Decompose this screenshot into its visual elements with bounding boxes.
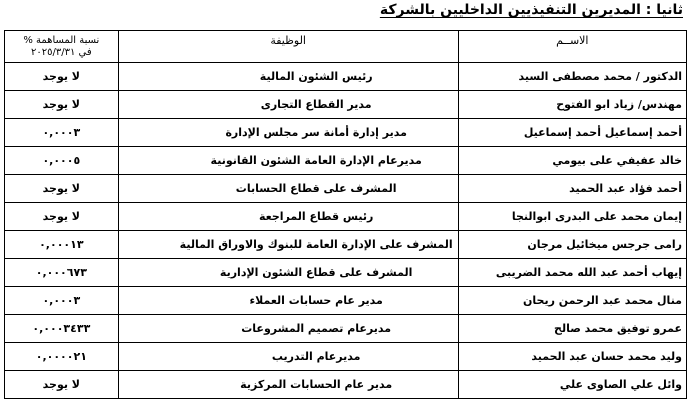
cell-percentage: ٠,٠٠٠٥ [5, 147, 119, 175]
cell-percentage: ٠,٠٠٠١٣ [5, 231, 119, 259]
cell-percentage: لا يوجد [5, 203, 119, 231]
table-row [5, 371, 687, 399]
cell-percentage: لا يوجد [5, 371, 119, 399]
table-row [5, 343, 687, 371]
cell-percentage: لا يوجد [5, 91, 119, 119]
cell-percentage: ٠,٠٠٠٣ [5, 119, 119, 147]
table-row [5, 315, 687, 343]
table-row [5, 287, 687, 315]
cell-job: المشرف على الإدارة العامة للبنوك والاوراق المالية [118, 231, 458, 259]
cell-name: إيهاب أحمد عبد الله محمد الضريبى [458, 259, 686, 287]
cell-job: مدير عام حسابات العملاء [118, 287, 458, 315]
cell-job: المشرف على قطاع الحسابات [118, 175, 458, 203]
cell-name: مهندس/ زياد ابو الفتوح [458, 91, 686, 119]
cell-percentage: ٠,٠٠٠٦٧٣ [5, 259, 119, 287]
table-row [5, 91, 687, 119]
cell-name: وائل علي الصاوى علي [458, 371, 686, 399]
table-row [5, 175, 687, 203]
cell-name: أحمد إسماعيل أحمد إسماعيل [458, 119, 686, 147]
table-row [5, 147, 687, 175]
cell-job: مدير القطاع التجارى [118, 91, 458, 119]
table-row [5, 203, 687, 231]
cell-name: أحمد فؤاد عبد الحميد [458, 175, 686, 203]
cell-job: المشرف على قطاع الشئون الإدارية [118, 259, 458, 287]
table-row [5, 63, 687, 91]
cell-name: رامى جرجس ميخائيل مرجان [458, 231, 686, 259]
cell-job: رئيس قطاع المراجعة [118, 203, 458, 231]
table-row [5, 259, 687, 287]
cell-name: الدكتور / محمد مصطفى السيد [458, 63, 686, 91]
header-percentage [5, 31, 119, 63]
section-title: ثانيا : المديرين التنفيذيين الداخليين بالشركة [379, 2, 683, 18]
header-percentage-line2: في ٢٠٢٥/٣/٣١ [31, 46, 92, 58]
cell-name: إيمان محمد على البدرى ابوالنجا [458, 203, 686, 231]
table-row [5, 119, 687, 147]
header-percentage-line1: نسبة المساهمة % [23, 34, 100, 46]
cell-job: رئيس الشئون المالية [118, 63, 458, 91]
table-row [5, 231, 687, 259]
cell-percentage: ٠,٠٠٠٣٤٣٣ [5, 315, 119, 343]
cell-percentage: لا يوجد [5, 175, 119, 203]
table-header-row [5, 31, 687, 63]
cell-job: مدير عام الحسابات المركزية [118, 371, 458, 399]
cell-percentage: ٠,٠٠٠٣ [5, 287, 119, 315]
cell-job: مديرعام تصميم المشروعات [118, 315, 458, 343]
cell-name: وليد محمد حسان عبد الحميد [458, 343, 686, 371]
header-job: الوظيفة [118, 31, 458, 63]
cell-job: مديرعام التدريب [118, 343, 458, 371]
executives-table [4, 30, 687, 399]
cell-name: منال محمد عبد الرحمن ريحان [458, 287, 686, 315]
header-name: الاســم [458, 31, 686, 63]
cell-job: مدير إدارة أمانة سر مجلس الإدارة [118, 119, 458, 147]
cell-percentage: لا يوجد [5, 63, 119, 91]
cell-percentage: ٠,٠٠٠٠٢١ [5, 343, 119, 371]
cell-name: عمرو توفيق محمد صالح [458, 315, 686, 343]
cell-job: مديرعام الإدارة العامة الشئون القانونية [118, 147, 458, 175]
cell-name: خالد عفيفي على بيومي [458, 147, 686, 175]
